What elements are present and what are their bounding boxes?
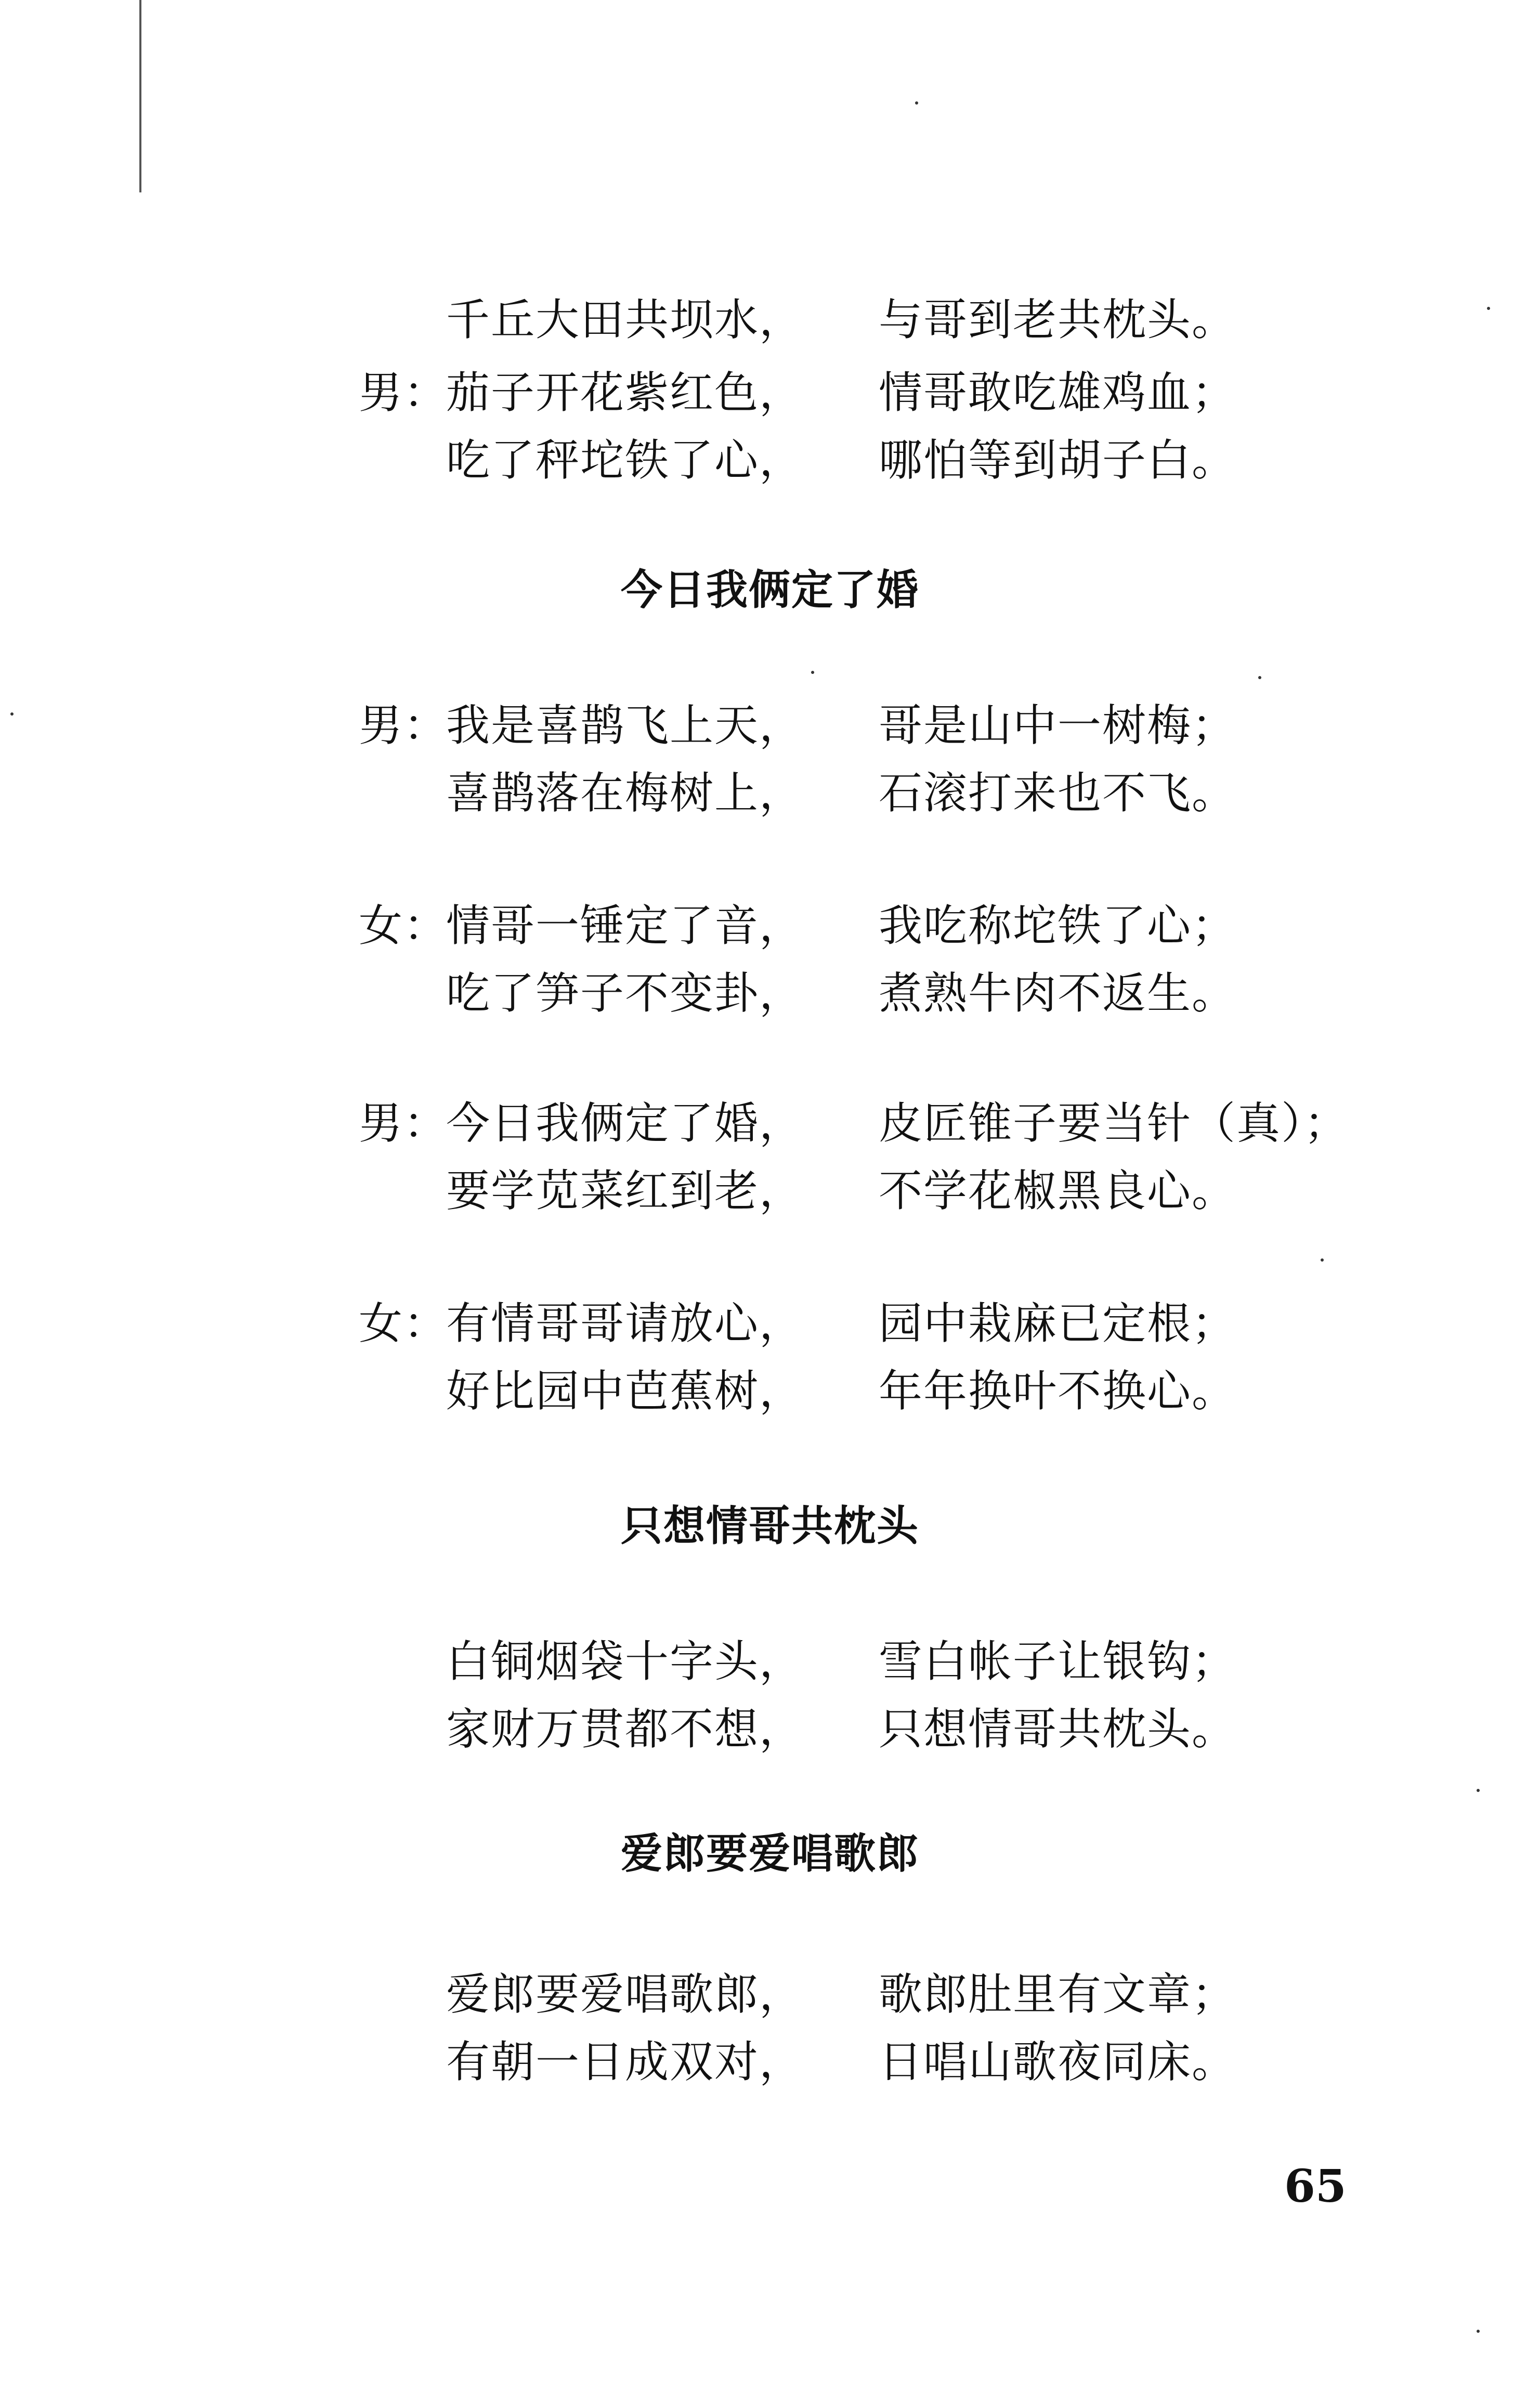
scan-speck: [10, 712, 14, 716]
section-title: 只想情哥共枕头: [621, 1502, 919, 1550]
verse-second-half: 我吃称坨铁了心；: [879, 900, 1237, 951]
verse-second-half: 哥是山中一树梅；: [879, 700, 1237, 751]
verse-first-half: 有情哥哥请放心，: [446, 1298, 804, 1349]
verse-first-half: 好比园中芭蕉树，: [446, 1366, 804, 1417]
section-title: 今日我俩定了婚: [621, 566, 919, 614]
speaker-label: 女：: [359, 900, 449, 951]
verse-first-half: 吃了笋子不变卦，: [446, 968, 804, 1019]
verse-second-half: 煮熟牛肉不返生。: [879, 968, 1237, 1019]
scan-speck: [915, 101, 918, 105]
scan-speck: [1258, 676, 1261, 679]
verse-first-half: 家财万贯都不想，: [446, 1704, 804, 1755]
verse-second-half: 雪白帐子让银钩；: [879, 1636, 1237, 1687]
speaker-label: 女：: [359, 1298, 449, 1349]
scan-speck: [1321, 1258, 1324, 1262]
verse-first-half: 吃了秤坨铁了心，: [446, 435, 804, 486]
verse-second-half: 只想情哥共枕头。: [879, 1704, 1237, 1755]
verse-first-half: 今日我俩定了婚，: [446, 1098, 804, 1149]
verse-second-half: 皮匠锥子要当针（真）；: [879, 1098, 1349, 1149]
verse-first-half: 爱郎要爱唱歌郎，: [446, 1969, 804, 2020]
verse-first-half: 白铜烟袋十字头，: [446, 1636, 804, 1687]
verse-first-half: 千丘大田共坝水，: [446, 294, 804, 345]
verse-second-half: 石滚打来也不飞。: [879, 768, 1237, 819]
verse-second-half: 年年换叶不换心。: [879, 1366, 1237, 1417]
verse-first-half: 情哥一锤定了音，: [446, 900, 804, 951]
scan-speck: [1487, 307, 1490, 310]
verse-first-half: 有朝一日成双对，: [446, 2036, 804, 2087]
scan-speck: [811, 671, 814, 674]
verse-second-half: 与哥到老共枕头。: [879, 294, 1237, 345]
verse-first-half: 茄子开花紫红色，: [446, 367, 804, 418]
speaker-label: 男：: [359, 700, 449, 751]
speaker-label: 男：: [359, 367, 449, 418]
scan-speck: [1477, 1789, 1480, 1792]
verse-second-half: 情哥敢吃雄鸡血；: [879, 367, 1237, 418]
verse-second-half: 歌郎肚里有文章；: [879, 1969, 1237, 2020]
scan-edge-line: [139, 0, 141, 192]
page-number: 65: [1284, 2160, 1347, 2213]
verse-second-half: 哪怕等到胡子白。: [879, 435, 1237, 486]
verse-first-half: 要学苋菜红到老，: [446, 1165, 804, 1216]
verse-second-half: 园中栽麻已定根；: [879, 1298, 1237, 1349]
section-title: 爱郎要爱唱歌郎: [621, 1829, 919, 1878]
scan-speck: [1477, 2330, 1480, 2333]
verse-second-half: 日唱山歌夜同床。: [879, 2036, 1237, 2087]
verse-second-half: 不学花椒黑良心。: [879, 1165, 1237, 1216]
verse-first-half: 我是喜鹊飞上天，: [446, 700, 804, 751]
speaker-label: 男：: [359, 1098, 449, 1149]
verse-first-half: 喜鹊落在梅树上，: [446, 768, 804, 819]
